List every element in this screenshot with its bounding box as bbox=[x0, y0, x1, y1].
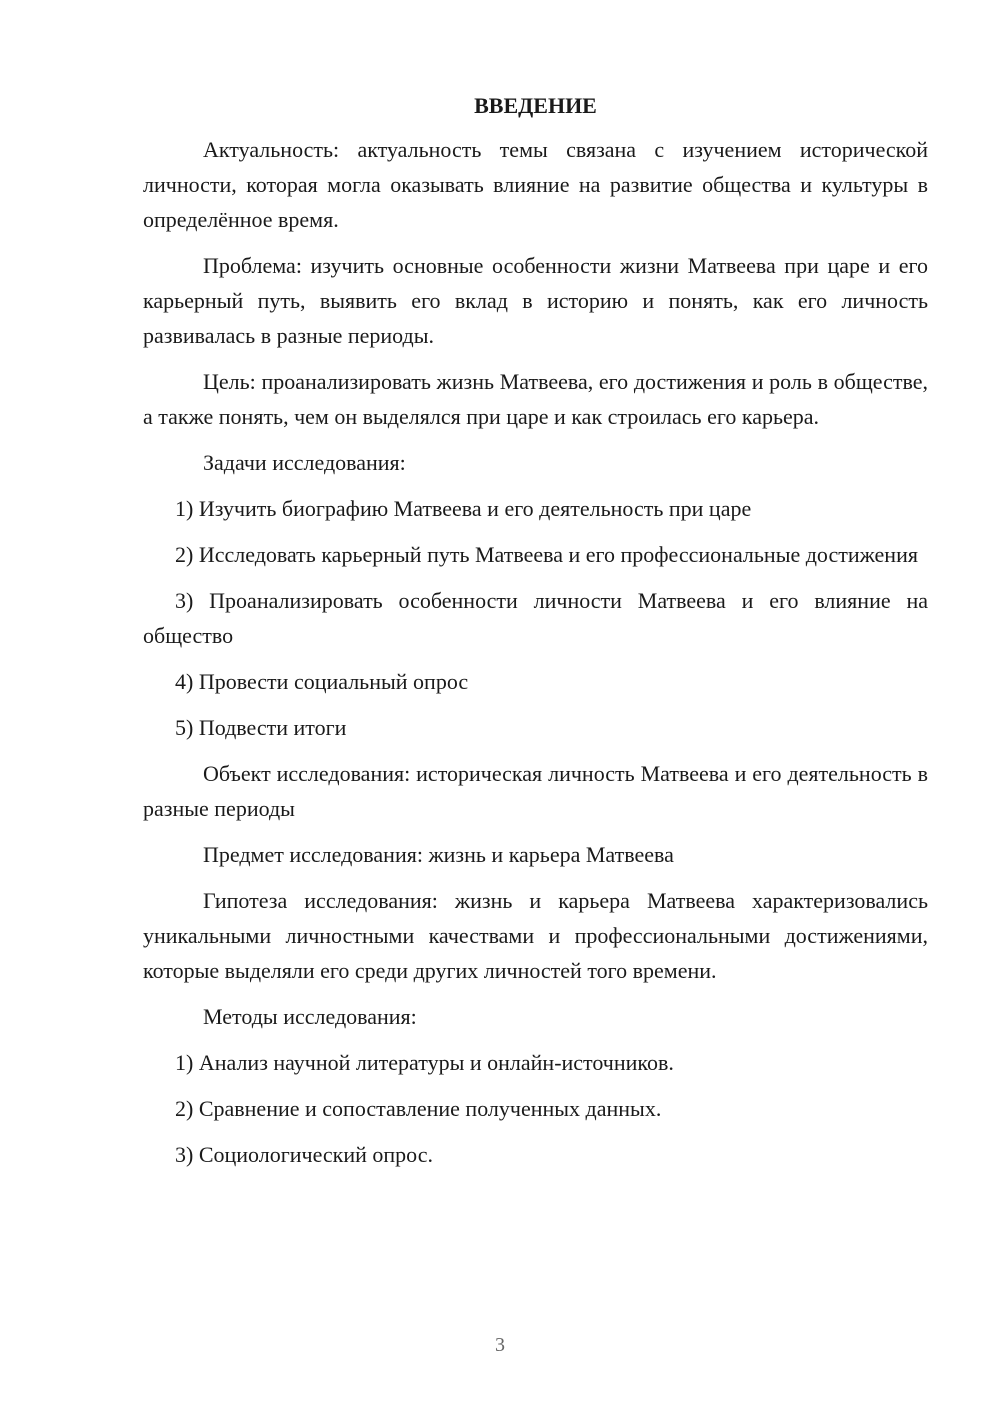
task-item-4: 4) Провести социальный опрос bbox=[175, 669, 469, 694]
problem-paragraph: Проблема: изучить основные особенности жизни Матвеева при царе и его карьерный путь, выявить его вклад в историю и понять, как его личность развивалась в разные периоды. bbox=[143, 253, 928, 348]
task-item-1: 1) Изучить биографию Матвеева и его деятельность при царе bbox=[175, 496, 752, 521]
page-content bbox=[143, 88, 928, 1183]
tasks-heading: Задачи исследования: bbox=[203, 450, 406, 475]
method-item-2: 2) Сравнение и сопоставление полученных данных. bbox=[175, 1096, 662, 1121]
goal-paragraph: Цель: проанализировать жизнь Матвеева, его достижения и роль в обществе, а также понять, чем он выделялся при царе и как строилась его карьера. bbox=[143, 369, 928, 429]
task-item-5: 5) Подвести итоги bbox=[175, 715, 347, 740]
hypothesis-paragraph: Гипотеза исследования: жизнь и карьера Матвеева характеризовались уникальными личностными качествами и профессиональными достижениями, которые выделяли его среди других личностей того времени. bbox=[143, 888, 928, 983]
page-title: ВВЕДЕНИЕ bbox=[474, 93, 597, 118]
task-item-2: 2) Исследовать карьерный путь Матвеева и его профессиональные достижения bbox=[175, 542, 918, 567]
page-number: 3 bbox=[495, 1334, 505, 1356]
task-item-3: 3) Проанализировать особенности личности Матвеева и его влияние на общество bbox=[143, 588, 928, 648]
methods-heading: Методы исследования: bbox=[203, 1004, 417, 1029]
method-item-3: 3) Социологический опрос. bbox=[175, 1142, 433, 1167]
relevance-paragraph: Актуальность: актуальность темы связана с изучением исторической личности, которая могла оказывать влияние на развитие общества и культуры в определённое время. bbox=[143, 137, 928, 232]
method-item-1: 1) Анализ научной литературы и онлайн-источников. bbox=[175, 1050, 674, 1075]
subject-paragraph: Предмет исследования: жизнь и карьера Матвеева bbox=[203, 842, 674, 867]
object-paragraph: Объект исследования: историческая личность Матвеева и его деятельность в разные периоды bbox=[143, 761, 928, 821]
